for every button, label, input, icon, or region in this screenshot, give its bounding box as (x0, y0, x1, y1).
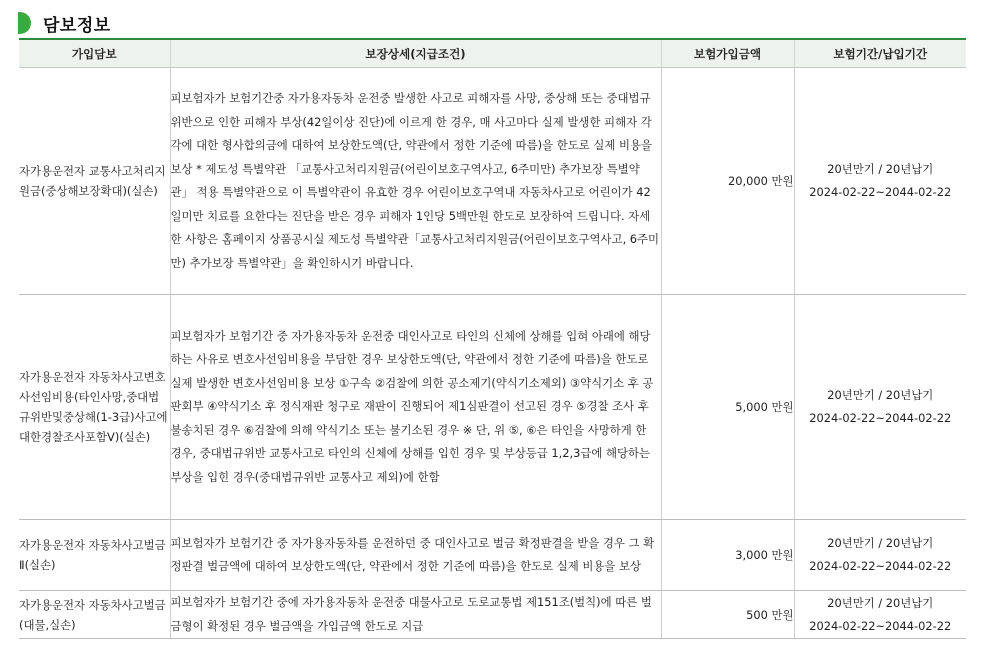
table-row (19, 520, 966, 591)
period-term: 20년만기 / 20년납기 (827, 388, 934, 402)
insured-amount: 500 만원 (661, 591, 794, 639)
period-dates: 2024-02-22~2044-02-22 (809, 185, 952, 199)
period-dates: 2024-02-22~2044-02-22 (809, 559, 952, 573)
insured-amount: 5,000 만원 (661, 295, 794, 520)
insurance-period (794, 295, 966, 520)
coverage-name: 자가용운전자 교통사고처리지원금(중상해보장확대)(실손) (19, 68, 170, 295)
table-row (19, 68, 966, 295)
insurance-period (794, 591, 966, 639)
header-coverage-name: 가입담보 (19, 39, 170, 68)
insurance-period (794, 520, 966, 591)
section-title: 담보정보 (43, 15, 111, 36)
coverage-detail: 피보험자가 보험기간중 자가용자동차 운전중 발생한 사고로 피해자를 사망, 중상해 또는 중대법규위반으로 인한 피해자 부상(42일이상 진단)에 이르게 한 경우, 매 사고마다 실제 발생한 피해자 각각에 대한 형사합의금에 대하여 보상한도액(단, 약관에서 정한 기준에 따름)을 한도로 실제 비용을 보상 * 제도성 특별약관 「교통사고처리지원금(어린이보호구역사고, 6주미만) 추가보장 특별약관」 적용 특별약관으로 이 특별약관이 유효한 경우 어린이보호구역내 자동차사고로 어린이가 42일미만 치료를 요한다는 진단을 받은 경우 피해자 1인당 5백만원 한도로 보장하여 드립니다. 자세한 사항은 홈페이지 상품공시실 제도성 특별약관「교통사고처리지원금(어린이보호구역사고, 6주미만) 추가보장 특별약관」을 확인하시기 바랍니다. (170, 68, 661, 295)
coverage-name: 자가용운전자 자동차사고변호사선임비용(타인사망,중대법규위반및중상해(1-3급)사고에대한경찰조사포함Ⅴ)(실손) (19, 295, 170, 520)
period-term: 20년만기 / 20년납기 (827, 536, 934, 550)
coverage-detail: 피보험자가 보험기간 중에 자가용자동차 운전중 대물사고로 도로교통법 제151조(벌칙)에 따른 벌금형이 확정된 경우 벌금액을 가입금액 한도로 지급 (170, 591, 661, 639)
header-insured-amount: 보험가입금액 (661, 39, 794, 68)
period-dates: 2024-02-22~2044-02-22 (809, 411, 952, 425)
coverage-detail: 피보험자가 보험기간 중 자가용자동차 운전중 대인사고로 타인의 신체에 상해를 입혀 아래에 해당하는 사유로 변호사선임비용을 부담한 경우 보상한도액(단, 약관에서 정한 기준에 따름)을 한도로 실제 발생한 변호사선임비용 보상 ①구속 ②검찰에 의한 공소제기(약식기소제외) ③약식기소 후 공판회부 ④약식기소 후 정식재판 청구로 재판이 진행되어 제1심판결이 선고된 경우 ⑤경찰 조사 후 불송치된 경우 ⑥검찰에 의해 약식기소 또는 불기소된 경우 ※ 단, 위 ⑤, ⑥은 타인을 사망하게 한 경우, 중대법규위반 교통사고로 타인의 신체에 상해를 입힌 경우 및 부상등급 1,2,3급에 해당하는 부상을 입힌 경우(중대법규위반 교통사고 제외)에 한함 (170, 295, 661, 520)
period-term: 20년만기 / 20년납기 (827, 595, 934, 610)
period-dates: 2024-02-22~2044-02-22 (809, 618, 952, 633)
coverage-name: 자가용운전자 자동차사고벌금Ⅱ(실손) (19, 520, 170, 591)
header-coverage-detail: 보장상세(지급조건) (170, 39, 661, 68)
insured-amount: 3,000 만원 (661, 520, 794, 591)
section-header (18, 10, 111, 36)
table-header-row (19, 39, 966, 68)
coverage-table (19, 38, 966, 639)
insured-amount: 20,000 만원 (661, 68, 794, 295)
coverage-detail: 피보험자가 보험기간 중 자가용자동차를 운전하던 중 대인사고로 벌금 확정판결을 받을 경우 그 확정판결 벌금액에 대하여 보상한도액(단, 약관에서 정한 기준에 따름)을 한도로 실제 비용을 보상 (170, 520, 661, 591)
insurance-period (794, 68, 966, 295)
header-insurance-period: 보험기간/납입기간 (794, 39, 966, 68)
section-marker-icon (18, 12, 31, 34)
table-row (19, 591, 966, 639)
period-term: 20년만기 / 20년납기 (827, 162, 934, 176)
coverage-name: 자가용운전자 자동차사고벌금(대물,실손) (19, 591, 170, 639)
table-row (19, 295, 966, 520)
